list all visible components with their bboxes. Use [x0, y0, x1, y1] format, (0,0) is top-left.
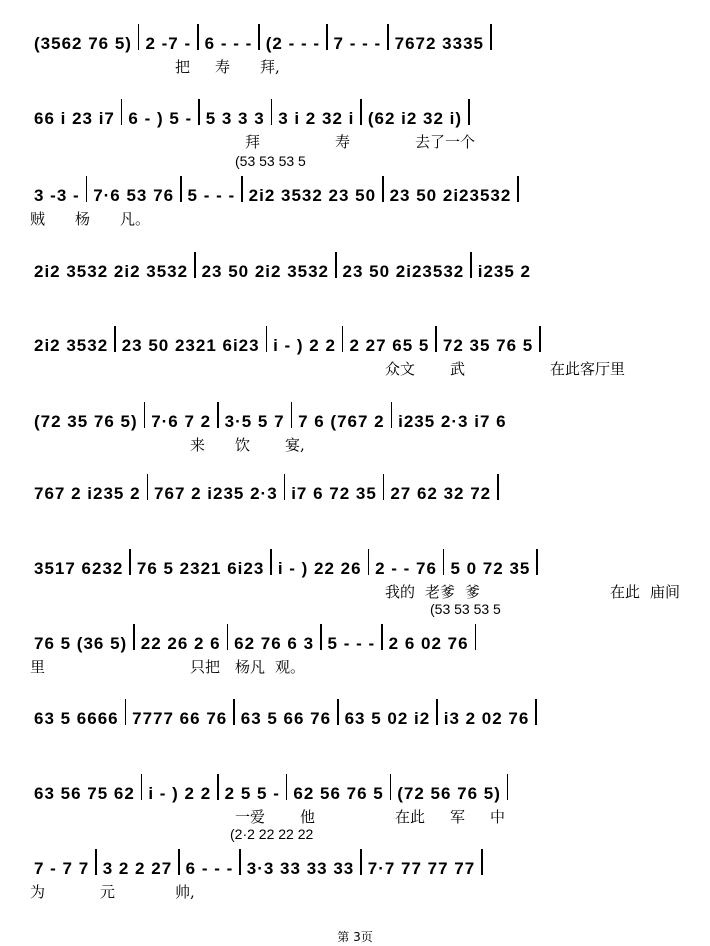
staff-10 — [0, 695, 710, 765]
measure: 767 2 i235 2·3 — [154, 484, 278, 503]
lyric: 他 — [300, 808, 316, 826]
lyrics-row — [30, 131, 690, 153]
measure: 2i2 3532 23 50 — [248, 186, 377, 205]
barline — [144, 402, 146, 428]
measure: 3517 6232 — [34, 559, 124, 578]
lyric: 元 — [100, 883, 116, 901]
measure: 5 3 3 3 — [205, 109, 265, 128]
lyric: 来 — [190, 436, 206, 454]
barline — [86, 176, 88, 202]
measure: (2 - - - — [265, 34, 321, 53]
barline — [286, 774, 288, 800]
barline — [125, 699, 127, 725]
lyric: 只把 — [190, 658, 221, 676]
barline — [138, 24, 140, 50]
measure: i3 2 02 76 — [443, 709, 530, 728]
measure: 5 0 72 35 — [450, 559, 531, 578]
lyric: 军 — [450, 808, 466, 826]
measure: i235 2·3 i7 6 — [398, 412, 507, 431]
barline — [129, 549, 131, 575]
lyric: 在此客厅里 — [550, 360, 626, 378]
barline — [360, 849, 362, 875]
barline — [233, 699, 235, 725]
barline — [217, 402, 219, 428]
measure: 63 56 75 62 — [34, 784, 135, 803]
lyric: 凡。 — [120, 210, 151, 228]
measure: 7·6 53 76 — [93, 186, 175, 205]
measure: 7 6 (767 2 — [298, 412, 385, 431]
measure: 62 76 6 3 — [234, 634, 315, 653]
barline — [217, 774, 219, 800]
barline — [443, 549, 445, 575]
measure: i - ) 2 2 — [273, 336, 336, 355]
measure: 2 - - 76 — [375, 559, 437, 578]
measure: i235 2 — [477, 262, 532, 281]
barline — [535, 699, 537, 725]
measure: 7777 66 76 — [132, 709, 228, 728]
lyric: 把 — [175, 58, 191, 76]
measure: 5 - - - — [327, 634, 376, 653]
measure: 2 -7 - — [145, 34, 192, 53]
measure: 6 - ) 5 - — [128, 109, 193, 128]
measure: 7·6 7 2 — [151, 412, 212, 431]
staff-12 — [0, 845, 710, 915]
lyric: 里 — [30, 658, 46, 676]
barline — [490, 24, 492, 50]
measure: 7 - - - — [333, 34, 382, 53]
measure: 3 2 2 27 — [102, 859, 173, 878]
lyric: 武 — [450, 360, 466, 378]
barline — [435, 326, 437, 352]
lyric: 杨凡 — [235, 658, 266, 676]
barline — [291, 402, 293, 428]
notes-row — [30, 322, 690, 356]
lyric: 杨 — [75, 210, 91, 228]
page-number: 第 3页 — [337, 930, 373, 944]
annotation: (53 53 53 5 — [235, 153, 306, 169]
measure: i7 6 72 35 — [291, 484, 377, 503]
notes-row — [30, 695, 690, 729]
lyrics-row — [30, 56, 690, 78]
measure: 3·3 33 33 33 — [246, 859, 355, 878]
staff-5 — [0, 322, 710, 392]
barline — [241, 176, 243, 202]
barline — [326, 24, 328, 50]
lyrics-row — [30, 581, 690, 603]
measure: 7672 3335 — [394, 34, 485, 53]
lyric: 众文 — [385, 360, 416, 378]
notes-row — [30, 545, 690, 579]
barline — [468, 99, 470, 125]
barline — [536, 549, 538, 575]
barline — [270, 549, 272, 575]
lyrics-row — [30, 656, 690, 678]
measure: 66 i 23 i7 — [34, 109, 115, 128]
measure: 2 6 02 76 — [388, 634, 469, 653]
barline — [114, 326, 116, 352]
barline — [475, 624, 477, 650]
measure: 62 56 76 5 — [293, 784, 384, 803]
measure: 63 5 66 76 — [240, 709, 332, 728]
barline — [271, 99, 273, 125]
lyric: 观。 — [275, 658, 306, 676]
measure: 63 5 6666 — [34, 709, 119, 728]
lyric: 在此 — [610, 583, 641, 601]
lyric: 去了一个 — [415, 133, 476, 151]
lyrics-row — [30, 208, 690, 230]
measure: 3·5 5 7 — [224, 412, 285, 431]
measure: 23 50 2321 6i23 — [121, 336, 260, 355]
measure: 2i2 3532 2i2 3532 — [34, 262, 189, 281]
barline — [198, 99, 200, 125]
barline — [539, 326, 541, 352]
lyric: 寿 — [335, 133, 351, 151]
measure: (72 56 76 5) — [397, 784, 501, 803]
barline — [95, 849, 97, 875]
barline — [335, 252, 337, 278]
lyric: 为 — [30, 883, 46, 901]
notes-row — [30, 470, 690, 504]
measure: i - ) 22 26 — [277, 559, 362, 578]
notes-row — [30, 845, 690, 879]
lyric: 老爹 — [425, 583, 456, 601]
lyric: 拜, — [260, 58, 280, 76]
barline — [239, 849, 241, 875]
barline — [507, 774, 509, 800]
measure: 7 - 7 7 — [34, 859, 90, 878]
staff-3 — [0, 172, 710, 242]
measure: 27 62 32 72 — [390, 484, 492, 503]
barline — [197, 24, 199, 50]
barline — [368, 549, 370, 575]
measure: 76 5 (36 5) — [34, 634, 128, 653]
barline — [178, 849, 180, 875]
measure: 2 27 65 5 — [349, 336, 430, 355]
barline — [381, 624, 383, 650]
barline — [387, 24, 389, 50]
measure: 76 5 2321 6i23 — [136, 559, 265, 578]
measure: 767 2 i235 2 — [34, 484, 141, 503]
lyric: 爹 — [465, 583, 481, 601]
barline — [258, 24, 260, 50]
barline — [436, 699, 438, 725]
measure: 7·7 77 77 77 — [367, 859, 476, 878]
staff-11 — [0, 770, 710, 840]
barline — [320, 624, 322, 650]
measure: 3 i 2 32 i — [278, 109, 355, 128]
barline — [342, 326, 344, 352]
barline — [360, 99, 362, 125]
barline — [497, 474, 499, 500]
lyrics-row — [30, 881, 690, 903]
notes-row — [30, 172, 690, 206]
staff-1 — [0, 20, 710, 90]
measure: i - ) 2 2 — [148, 784, 212, 803]
measure: 2 5 5 - — [224, 784, 280, 803]
lyric: 庙间 — [650, 583, 681, 601]
barline — [141, 774, 143, 800]
lyric: 宴, — [285, 436, 305, 454]
annotation: (53 53 53 5 — [430, 601, 501, 617]
measure: (62 i2 32 i) — [367, 109, 463, 128]
barline — [194, 252, 196, 278]
barline — [470, 252, 472, 278]
measure: 23 50 2i23532 — [389, 186, 512, 205]
annotation: (2·2 22 22 22 — [230, 826, 314, 842]
barline — [133, 624, 135, 650]
lyric: 中 — [490, 808, 506, 826]
barline — [383, 474, 385, 500]
notes-row — [30, 770, 690, 804]
measure: 3 -3 - — [34, 186, 80, 205]
measure: 23 50 2i23532 — [342, 262, 465, 281]
measure: (72 35 76 5) — [34, 412, 138, 431]
lyric: 一爱 — [235, 808, 266, 826]
barline — [517, 176, 519, 202]
barline — [390, 774, 392, 800]
notes-row — [30, 20, 690, 54]
lyric: 饮 — [235, 436, 251, 454]
staff-9 — [0, 620, 710, 690]
measure: 72 35 76 5 — [442, 336, 534, 355]
measure: (3562 76 5) — [34, 34, 132, 53]
lyric: 拜 — [245, 133, 261, 151]
lyric: 贼 — [30, 210, 46, 228]
notes-row — [30, 95, 690, 129]
measure: 6 - - - — [204, 34, 253, 53]
barline — [227, 624, 229, 650]
lyrics-row — [30, 806, 690, 828]
notes-row — [30, 620, 690, 654]
staff-4 — [0, 248, 710, 318]
measure: 22 26 2 6 — [140, 634, 221, 653]
lyrics-row — [30, 358, 690, 380]
staff-6 — [0, 398, 710, 468]
lyric: 我的 — [385, 583, 416, 601]
barline — [382, 176, 384, 202]
barline — [391, 402, 393, 428]
notes-row — [30, 248, 690, 282]
measure: 6 - - - — [185, 859, 234, 878]
lyric: 帅, — [175, 883, 195, 901]
barline — [121, 99, 123, 125]
lyric: 寿 — [215, 58, 231, 76]
measure: 2i2 3532 — [34, 336, 109, 355]
lyric: 在此 — [395, 808, 426, 826]
staff-7 — [0, 470, 710, 540]
staff-2 — [0, 95, 710, 169]
barline — [284, 474, 286, 500]
barline — [481, 849, 483, 875]
staff-8 — [0, 545, 710, 615]
measure: 63 5 02 i2 — [344, 709, 431, 728]
barline — [266, 326, 268, 352]
notes-row — [30, 398, 690, 432]
measure: 23 50 2i2 3532 — [201, 262, 330, 281]
measure: 5 - - - — [187, 186, 236, 205]
barline — [180, 176, 182, 202]
barline — [147, 474, 149, 500]
lyrics-row — [30, 434, 690, 456]
barline — [337, 699, 339, 725]
